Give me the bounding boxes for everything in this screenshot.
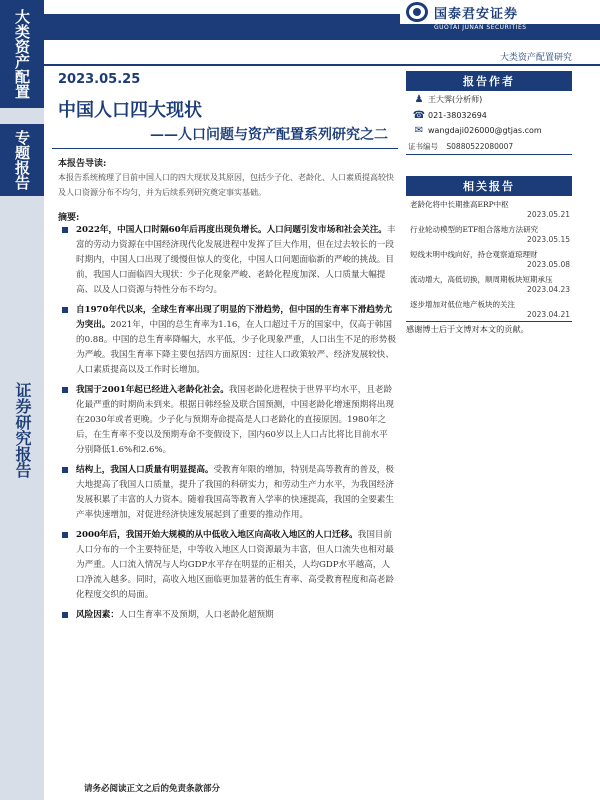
report-date: 2023.05.25 (58, 72, 141, 87)
related-divider (406, 321, 572, 322)
related-section-heading: 相关报告 (406, 176, 572, 196)
author-phone-row (410, 110, 487, 121)
guide-text: 本报告系统梳理了目前中国人口的四大现状及其原因，包括少子化、老龄化、人口素质提高较快及人口资源分布不均匀，并为后续系列研究奠定事实基础。 (58, 173, 394, 197)
guide-heading: 本报告导读: (58, 159, 107, 169)
author-name: 王大霁(分析师) (428, 95, 483, 104)
related-report-date: 2023.04.23 (527, 285, 570, 294)
bullet-text: 丰富的劳动力资源在中国经济现代化发展进程中发挥了巨大作用，但在过去较长的一段时期内，中国人口出现了缓慢但惊人的变化，中国人口问题面临新的严峻的挑战。目前，我国人口面临四大现状：少子化现象严峻、老龄化程度加深、人口质量大幅提高、以及人口资源与特性分布不均匀。 (76, 225, 396, 295)
related-report-date: 2023.05.15 (527, 235, 570, 244)
related-report-date: 2023.05.21 (527, 210, 570, 219)
related-report-title[interactable]: 流动增大，高低切换，顺周期板块短期承压 (410, 275, 553, 284)
related-report-item[interactable] (410, 225, 570, 245)
certificate-number: S0880522080007 (446, 142, 514, 151)
rail-category-label: 大类资产配置 (0, 0, 44, 108)
bullet-text: 我国老龄化进程快于世界平均水平，且老龄化最严重的时期尚未到来。根据日韩经验及联合国预测，中国老龄化增速预期将出现在2030年或者更晚。少子化与预期寿命提高是人口老龄化的直接原因。1980年之后，在生育率不变以及预期寿命不变假设下，国内60岁以上人口占比将比目前水平分别降低1.6%和2.6%。 (76, 385, 394, 455)
related-report-item[interactable] (410, 275, 570, 295)
related-report-item[interactable] (410, 200, 570, 220)
report-title: 中国人口四大现状 (58, 100, 202, 121)
abstract-bullet (62, 223, 396, 298)
abstract-bullet (62, 303, 396, 378)
logo-name: 国泰君安证券 (434, 6, 519, 22)
email-icon: ✉ (414, 125, 424, 136)
related-report-title[interactable]: 短线未明中线向好，持仓观察道琼理财 (410, 250, 538, 259)
author-email[interactable]: wangdaji026000@gtjas.com (428, 126, 542, 135)
author-section-heading: 报告作者 (406, 71, 572, 91)
person-icon: ♟ (414, 94, 424, 105)
abstract-bullet (62, 383, 396, 458)
bullet-lead: 自1970年代以来，全球生育率出现了明显的下滑趋势，但中国的生育率下滑趋势尤为突出。 (76, 305, 393, 330)
abstract-bullet (62, 528, 396, 603)
certificate-label: 证书编号 (408, 142, 438, 151)
author-email-row (410, 125, 542, 136)
bullet-text: 人口生育率不及预期，人口老龄化超预期 (118, 610, 274, 620)
related-report-item[interactable] (410, 300, 570, 320)
logo-mark-icon (406, 2, 428, 22)
report-subtitle: ——人口问题与资产配置系列研究之二 (150, 127, 388, 143)
disclaimer-notice: 请务必阅读正文之后的免责条款部分 (84, 784, 221, 794)
header-category-tag: 大类资产配置研究 (499, 53, 572, 63)
header-divider (44, 64, 600, 66)
phone-icon: ☎ (412, 110, 426, 121)
abstract-bullet (62, 463, 396, 523)
related-report-list (410, 200, 570, 325)
company-logo (400, 0, 600, 24)
rail-securities-label: 证券研究报告 (13, 382, 32, 478)
bullet-lead: 风险因素： (76, 610, 119, 620)
related-report-title[interactable]: 逐步增加对低位地产板块的关注 (410, 300, 515, 309)
related-report-date: 2023.04.21 (527, 310, 570, 319)
related-report-item[interactable] (410, 250, 570, 270)
certificate-row (408, 141, 513, 152)
acknowledgement: 感谢博士后于文博对本文的贡献。 (406, 324, 529, 334)
bullet-lead: 我国于2001年起已经进入老龄化社会。 (76, 385, 229, 395)
bullet-text: 受教育年限的增加，特别是高等教育的普及，极大地提高了我国人口质量，提升了我国的科研实力，和劳动生产力水平，为我国经济发展积累了丰富的人力资本。随着我国高等教育入学率的快速提高，我国的全要素生产率快速增加，对促进经济快速发展起到了重要的推动作用。 (76, 465, 394, 520)
author-divider (406, 154, 572, 155)
abstract-bullet (62, 608, 396, 623)
related-report-title[interactable]: 老龄化将中长期推高ERP中枢 (410, 200, 509, 209)
author-name-row (410, 94, 482, 105)
bullet-lead: 2022年，中国人口时隔60年后再度出现负增长。人口问题引发市场和社会关注。 (76, 225, 387, 235)
bullet-lead: 结构上，我国人口质量有明显提高。 (76, 465, 214, 475)
title-divider (52, 148, 398, 149)
bullet-text: 我国目前人口分布的一个主要特征是，中等收入地区人口资源最为丰富，但人口流失也相对最为严重。人口流入情况与人均GDP水平存在明显的正相关，人均GDP水平越高，人口净流入越多。同时，高收入地区面临更加显著的低生育率、高受教育程度和高老龄化程度交织的局面。 (76, 530, 394, 600)
rail-report-type-label: 专题报告 (0, 124, 44, 196)
abstract-bullets (62, 223, 396, 628)
bullet-text: 2021年，中国的总生育率为1.16，在人口超过千万的国家中，仅高于韩国的0.88。中国的总生育率降幅大，水平低，少子化现象严重，人口出生不足的形势极为严峻。我国生育率下降主要包括四方面原因：过往人口政策较严、经济发展较快、人口素质提高以及工作时长增加。 (76, 320, 396, 375)
logo-english-name: GUOTAI JUNAN SECURITIES (434, 24, 527, 31)
related-report-title[interactable]: 行业轮动模型的ETF组合落地方法研究 (410, 225, 539, 234)
abstract-heading: 摘要: (58, 213, 80, 223)
bullet-lead: 2000年后，我国开始大规模的从中低收入地区向高收入地区的人口迁移。 (76, 530, 358, 540)
related-report-date: 2023.05.08 (527, 260, 570, 269)
author-phone: 021-38032694 (428, 111, 487, 120)
